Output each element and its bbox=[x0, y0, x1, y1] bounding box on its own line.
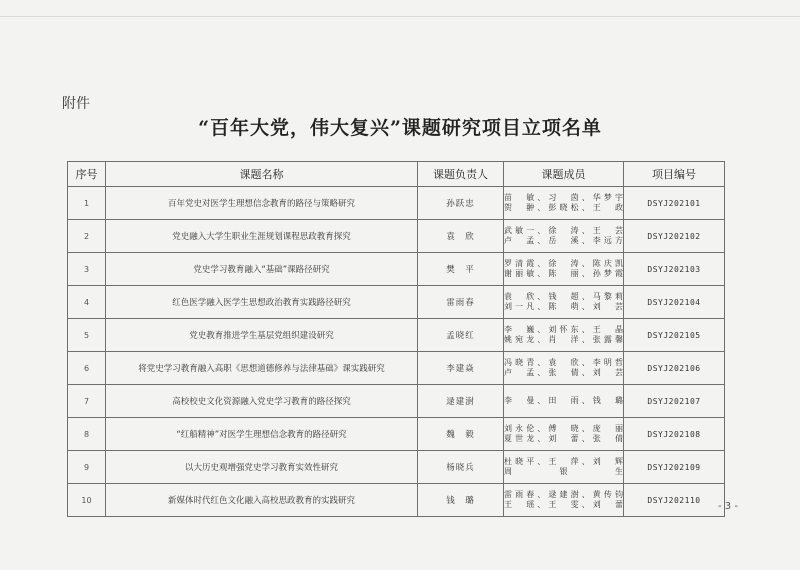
topic-name-cell: 新媒体时代红色文化融入高校思政教育的实践研究 bbox=[106, 484, 418, 517]
header-topic-name: 课题名称 bbox=[106, 162, 418, 187]
project-code-cell: DSYJ202105 bbox=[624, 319, 725, 352]
lead-cell: 袁 欣 bbox=[418, 220, 504, 253]
members-cell bbox=[504, 187, 624, 220]
table-row bbox=[68, 253, 725, 286]
lead-cell: 钱 璐 bbox=[418, 484, 504, 517]
table-row bbox=[68, 220, 725, 253]
serial-cell: 4 bbox=[68, 286, 106, 319]
scan-edge-line bbox=[0, 16, 800, 17]
serial-cell: 6 bbox=[68, 352, 106, 385]
table-row bbox=[68, 484, 725, 517]
member-line: 武敏一、徐 涛、王 芸 bbox=[504, 226, 623, 235]
table-row bbox=[68, 451, 725, 484]
member-line: 卢 孟、张 倩、刘 芸 bbox=[504, 368, 623, 377]
project-code-cell: DSYJ202103 bbox=[624, 253, 725, 286]
project-code-cell: DSYJ202107 bbox=[624, 385, 725, 418]
member-line: 姚宛龙、肖 洋、张露馨 bbox=[504, 335, 623, 344]
project-code-cell: DSYJ202102 bbox=[624, 220, 725, 253]
lead-cell: 逯建澍 bbox=[418, 385, 504, 418]
project-code-cell: DSYJ202104 bbox=[624, 286, 725, 319]
project-code-cell: DSYJ202108 bbox=[624, 418, 725, 451]
document-title: “百年大党，伟大复兴”课题研究项目立项名单 bbox=[198, 117, 602, 139]
topic-name-cell: 以大历史观增强党史学习教育实效性研究 bbox=[106, 451, 418, 484]
member-line: 贺 翀、彭晓松、王 政 bbox=[504, 203, 623, 212]
lead-cell: 孙跃忠 bbox=[418, 187, 504, 220]
member-line: 袁 欣、钱 超、马黎莉 bbox=[504, 292, 623, 301]
header-serial: 序号 bbox=[68, 162, 106, 187]
lead-cell: 樊 平 bbox=[418, 253, 504, 286]
serial-cell: 5 bbox=[68, 319, 106, 352]
serial-cell: 9 bbox=[68, 451, 106, 484]
serial-cell: 10 bbox=[68, 484, 106, 517]
member-line: 卢 孟、岳 溪、李远方 bbox=[504, 236, 623, 245]
page-number: - 3 - bbox=[718, 501, 738, 512]
serial-cell: 7 bbox=[68, 385, 106, 418]
table-header-row bbox=[68, 162, 725, 187]
attachment-label: 附件 bbox=[62, 96, 90, 112]
members-cell bbox=[504, 319, 624, 352]
project-code-cell: DSYJ202101 bbox=[624, 187, 725, 220]
members-cell bbox=[504, 451, 624, 484]
member-line: 李 曼、田 雨、钱 璐 bbox=[504, 396, 623, 405]
member-line: 冯晓青、袁 欣、李明哲 bbox=[504, 358, 623, 367]
topic-name-cell: 党史教育推进学生基层党组织建设研究 bbox=[106, 319, 418, 352]
members-cell bbox=[504, 220, 624, 253]
member-line: 谢丽敏、陈 丽、孙梦霞 bbox=[504, 269, 623, 278]
member-line: 夏世龙、刘 蕾、张 倩 bbox=[504, 434, 623, 443]
table-row bbox=[68, 187, 725, 220]
serial-cell: 8 bbox=[68, 418, 106, 451]
header-members: 课题成员 bbox=[504, 162, 624, 187]
table-row bbox=[68, 418, 725, 451]
member-line: 刘永伦、傅 晓、庞 丽 bbox=[504, 424, 623, 433]
member-line: 王 瑶、王 雯、刘 蕾 bbox=[504, 500, 623, 509]
project-code-cell: DSYJ202109 bbox=[624, 451, 725, 484]
topic-name-cell: 将党史学习教育融入高职《思想道德修养与法律基础》课实践研究 bbox=[106, 352, 418, 385]
member-line: 罗清霞、徐 涛、陈庆凯 bbox=[504, 259, 623, 268]
project-code-cell: DSYJ202106 bbox=[624, 352, 725, 385]
project-code-cell: DSYJ202110 bbox=[624, 484, 725, 517]
member-line: 苗 敏、习 茵、华梦宇 bbox=[504, 193, 623, 202]
lead-cell: 雷雨春 bbox=[418, 286, 504, 319]
serial-cell: 1 bbox=[68, 187, 106, 220]
member-line: 李 巍、刘怀东、王 晶 bbox=[504, 325, 623, 334]
member-line: 雷雨春、逯建澍、黄传钧 bbox=[504, 490, 623, 499]
topic-name-cell: 党史融入大学生职业生涯规划课程思政教育探究 bbox=[106, 220, 418, 253]
lead-cell: 李建焱 bbox=[418, 352, 504, 385]
members-cell bbox=[504, 253, 624, 286]
header-lead: 课题负责人 bbox=[418, 162, 504, 187]
lead-cell: 杨晓兵 bbox=[418, 451, 504, 484]
project-list-table bbox=[67, 161, 725, 517]
members-cell bbox=[504, 352, 624, 385]
members-cell bbox=[504, 418, 624, 451]
lead-cell: 孟晓红 bbox=[418, 319, 504, 352]
topic-name-cell: “红船精神”对医学生理想信念教育的路径研究 bbox=[106, 418, 418, 451]
topic-name-cell: 高校校史文化资源融入党史学习教育的路径探究 bbox=[106, 385, 418, 418]
serial-cell: 3 bbox=[68, 253, 106, 286]
table-row bbox=[68, 319, 725, 352]
table-row bbox=[68, 385, 725, 418]
serial-cell: 2 bbox=[68, 220, 106, 253]
table-row bbox=[68, 286, 725, 319]
member-line: 周银生 bbox=[504, 467, 623, 476]
table-row bbox=[68, 352, 725, 385]
topic-name-cell: 百年党史对医学生理想信念教育的路径与策略研究 bbox=[106, 187, 418, 220]
lead-cell: 魏 毅 bbox=[418, 418, 504, 451]
header-project-code: 项目编号 bbox=[624, 162, 725, 187]
topic-name-cell: 党史学习教育融入“基础”课路径研究 bbox=[106, 253, 418, 286]
member-line: 杜晓平、王 萍、刘 辉 bbox=[504, 457, 623, 466]
members-cell bbox=[504, 286, 624, 319]
members-cell bbox=[504, 385, 624, 418]
members-cell bbox=[504, 484, 624, 517]
topic-name-cell: 红色医学融入医学生思想政治教育实践路径研究 bbox=[106, 286, 418, 319]
member-line: 刘一凡、陈 萌、刘 芸 bbox=[504, 302, 623, 311]
